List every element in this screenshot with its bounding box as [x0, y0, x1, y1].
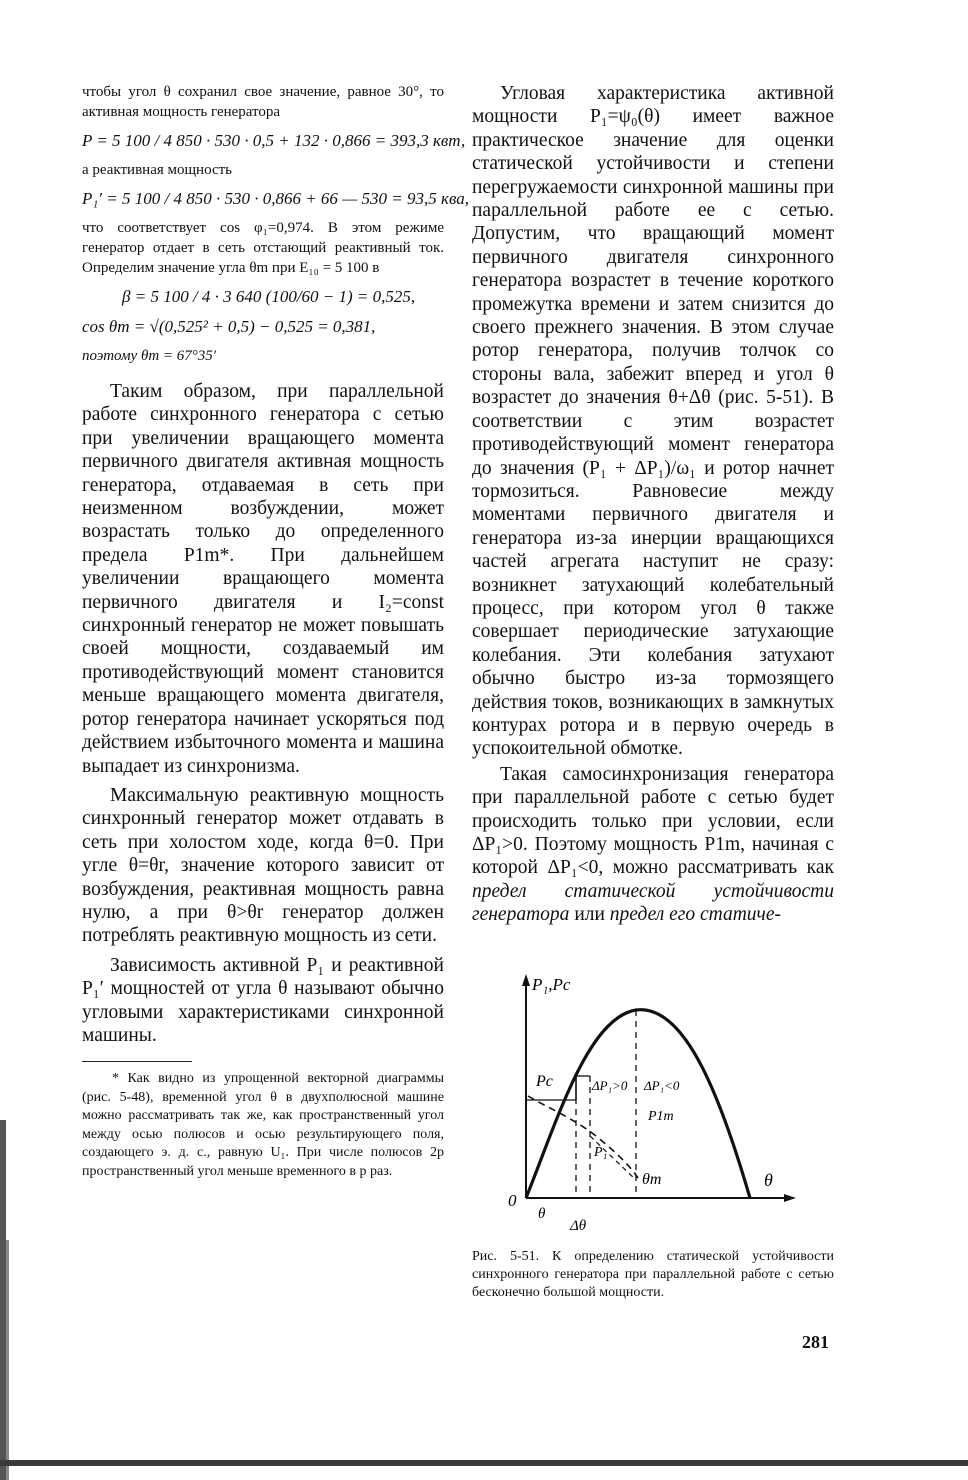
delta-p-negative-label: ΔP₁<0: [644, 1078, 680, 1093]
formula-cos: cos θm = √(0,525² + 0,5) − 0,525 = 0,381,: [82, 317, 376, 336]
pc-label: Pc: [536, 1073, 553, 1090]
right-column: [472, 82, 834, 927]
paragraph-reactive-power: Максимальную реактивную мощность синхронный генератор может отдавать в сеть при холостом ходе, когда θ=0. При угле θ=θr, значение которого зависит от возбуждения, реактивная мощность равна нулю, а при θ>θr генератор должен потреблять реактивную мощность из сети.: [82, 784, 444, 947]
delta-p-positive-label: ΔP₁>0: [592, 1078, 628, 1093]
scan-binding-edge: [0, 360, 22, 1480]
left-column: [82, 82, 469, 1181]
y-axis-arrow: [522, 974, 530, 986]
delta-theta-label: Δθ: [570, 1218, 587, 1234]
mode-text: что соответствует cos φ₁=0,974. В этом режиме генератор отдает в сеть отстающий реактивный ток. Определим значение угла θm при E₁₀ = 5 100 в: [82, 220, 444, 276]
figure-caption: Рис. 5-51. К определению статической устойчивости синхронного генератора при параллельной работе с сетью бесконечно большой мощности.: [472, 1249, 834, 1300]
footnote: * Как видно из упрощенной векторной диаграммы (рис. 5-48), временной угол θ в двухполюсной машине можно рассматривать так же, как пространственный угол между осью полюсов и осью результирующего поля, создающего э. д. с., равную U₁. При числе полюсов 2p пространственный угол меньше временного в p раз.: [82, 1071, 444, 1179]
x-axis-label: θ: [764, 1170, 773, 1190]
x-axis-arrow: [784, 1194, 796, 1202]
intro-text: чтобы угол θ сохранил свое значение, равное 30°, то активная мощность генератора: [82, 84, 444, 120]
y-axis-label: P₁,Pc: [532, 975, 571, 994]
formula-result: поэтому θm = 67°35′: [82, 348, 217, 364]
self-sync-text: Такая самосинхронизация генератора при параллельной работе с сетью будет происходить только при условии, если ΔP₁>0. Поэтому мощность P1m, начиная с которой ΔP₁<0, можно рассматривать как: [472, 763, 834, 879]
origin-label: 0: [508, 1191, 517, 1210]
formula-reactive-power: P₁′ = 5 100 / 4 850 · 530 · 0,866 + 66 — 530 = 93,5 ква,: [82, 189, 469, 208]
paragraph-angular-characteristics: Зависимость активной P₁ и реактивной P₁′ мощностей от угла θ называют обычно угловыми характеристиками синхронной машины.: [82, 954, 444, 1046]
reactive-label: а реактивная мощность: [82, 162, 232, 178]
theta-m-label: θm: [642, 1171, 662, 1188]
p1-label: P₁: [594, 1145, 608, 1160]
paragraph-self-synchronization: [472, 763, 834, 927]
formula-beta: β = 5 100 / 4 · 3 640 (100/60 − 1) = 0,525,: [122, 287, 416, 306]
static-stability-limit-term: предел статической устойчивости генератора: [472, 880, 834, 926]
active-power-curve: [526, 1010, 750, 1198]
paragraph-stability-limit: Таким образом, при параллельной работе синхронного генератора с сетью при увеличении вращающего момента первичного двигателя активная мощность генератора, отдаваемая в сеть при неизменном возбуждении, может возрастать только до определенного предела P1m*. При дальнейшем увеличении вращающего момента первичного двигателя и I₂=const синхронный генератор не может повышать своей мощности, создаваемый им противодействующий момент становится меньше вращающего момента двигателя, ротор генератора начинает ускоряться под действием избыточного момента и машина выпадает из синхронизма.: [82, 381, 444, 777]
dashed-curve: [528, 1096, 638, 1178]
scan-bottom-edge: [0, 1460, 968, 1466]
formula-active-power: P = 5 100 / 4 850 · 530 · 0,5 + 132 · 0,866 = 393,3 квт,: [82, 131, 466, 150]
self-sync-connector: или: [569, 904, 610, 926]
theta-label: θ: [538, 1206, 546, 1222]
p1m-label: P1m: [648, 1109, 674, 1124]
static-limit-term: предел его статиче-: [609, 904, 782, 926]
paragraph-angular-characteristic: Угловая характеристика активной мощности P₁=ψ₀(θ) имеет важное практическое значение для оценки статической устойчивости и степени перегружаемости синхронной машины при параллельной работе ее с сетью. Допустим, что вращающий момент первичного двигателя синхронного генератора возрастет в течение короткого промежутка времени и затем снизится до своего прежнего значения. В этом случае ротор генератора, получив толчок со стороны вала, забежит вперед и угол θ возрастет до значения θ+Δθ (рис. 5-51). В соответствии с этим возрастет противодействующий момент генератора до значения (P₁ + ΔP₁)/ω₁ и ротор начнет тормозиться. Равновесие между моментами первичного двигателя и генератора из-за инерции вращающихся частей агрегата наступит не сразу: возникнет затухающий колебательный процесс, при котором угол θ также совершает периодические затухающие колебания. Эти колебания затухают обычно быстро из-за тормозящего действия токов, возникающих в замкнутых контурах ротора и в первую очередь в успокоительной обмотке.: [472, 83, 834, 760]
figure-5-51: [478, 968, 828, 1238]
page-number: 281: [802, 1332, 829, 1352]
footnote-divider: [82, 1061, 192, 1062]
